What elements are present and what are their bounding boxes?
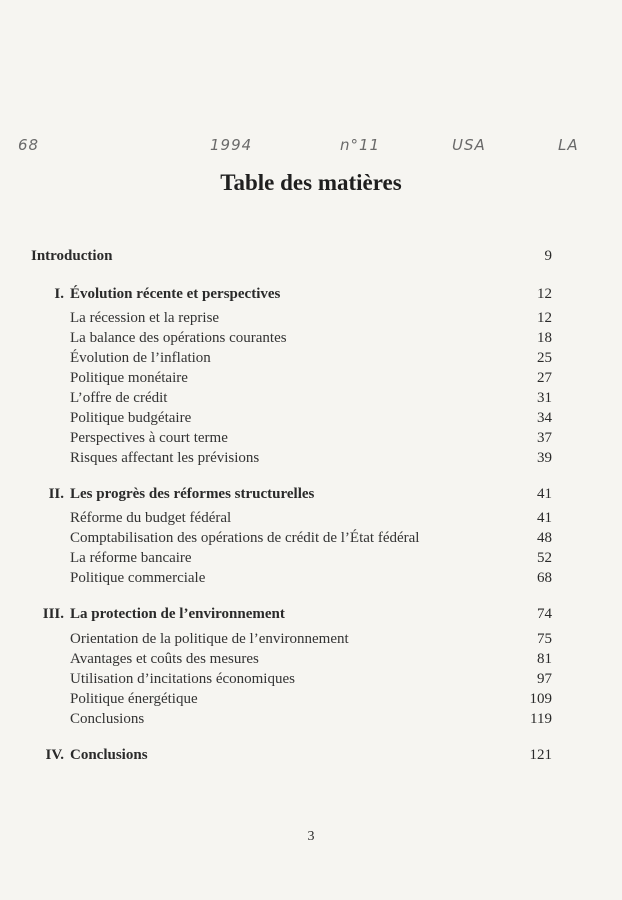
toc-entry <box>0 651 622 671</box>
toc-label: Introduction <box>31 248 113 264</box>
toc-label: Avantages et coûts des mesures <box>70 651 259 667</box>
toc-label: Comptabilisation des opérations de crédit de l’État fédéral <box>70 530 420 546</box>
toc-entry <box>0 330 622 350</box>
toc-entry <box>0 570 622 590</box>
toc-section-4 <box>0 747 622 767</box>
toc-entry <box>0 550 622 570</box>
toc-entry <box>0 631 622 651</box>
toc-label: L’offre de crédit <box>70 390 168 406</box>
toc-label: Perspectives à court terme <box>70 430 228 446</box>
toc-section-1 <box>0 286 622 306</box>
toc-entry <box>0 450 622 470</box>
toc-section-number: III. <box>42 606 64 622</box>
toc-label: La protection de l’environnement <box>70 606 285 622</box>
toc-section-number: I. <box>54 286 64 302</box>
toc-entry <box>0 691 622 711</box>
toc-page: 12 <box>537 286 552 302</box>
toc-label: Conclusions <box>70 711 145 727</box>
toc-entry <box>0 711 622 731</box>
toc-label: Utilisation d’incitations économiques <box>70 671 295 687</box>
handwritten-note-year: 1994 <box>210 136 253 154</box>
toc-entry <box>0 530 622 550</box>
toc-page: 48 <box>537 530 552 546</box>
toc-label: La réforme bancaire <box>70 550 192 566</box>
toc-label: La récession et la reprise <box>70 310 220 326</box>
toc-page: 18 <box>537 330 552 346</box>
toc-section-3 <box>0 606 622 626</box>
toc-label: Politique énergétique <box>70 691 198 707</box>
toc-label: Orientation de la politique de l’environnement <box>70 631 349 647</box>
toc-label: La balance des opérations courantes <box>70 330 287 346</box>
toc-entry <box>0 510 622 530</box>
toc-page: 74 <box>537 606 552 622</box>
toc-page: 27 <box>537 370 552 386</box>
handwritten-note-left: 68 <box>18 136 40 154</box>
toc-page: 41 <box>537 510 552 526</box>
toc-label: Évolution de l’inflation <box>70 350 211 366</box>
toc-entry-introduction <box>0 248 622 268</box>
toc-label: Conclusions <box>70 747 148 763</box>
toc-label: Réforme du budget fédéral <box>70 510 232 526</box>
toc-label: Évolution récente et perspectives <box>70 286 281 302</box>
page-title: Table des matières <box>220 170 402 195</box>
toc-page: 41 <box>537 486 552 502</box>
toc-page: 39 <box>537 450 552 466</box>
toc-page: 75 <box>537 631 552 647</box>
handwritten-note-right: LA <box>558 136 579 154</box>
toc-label: Politique budgétaire <box>70 410 192 426</box>
handwritten-note-country: USA <box>452 136 486 154</box>
toc-section-number: II. <box>48 486 64 502</box>
toc-page: 52 <box>537 550 552 566</box>
toc-entry <box>0 671 622 691</box>
toc-page: 37 <box>537 430 552 446</box>
toc-page: 25 <box>537 350 552 366</box>
toc-label: Risques affectant les prévisions <box>70 450 260 466</box>
toc-page: 121 <box>529 747 552 763</box>
toc-entry <box>0 370 622 390</box>
handwritten-note-number: n°11 <box>340 136 381 154</box>
toc-entry <box>0 390 622 410</box>
page-number: 3 <box>307 829 315 844</box>
toc-section-number: IV. <box>45 747 64 763</box>
toc-page: 68 <box>537 570 552 586</box>
toc-page: 109 <box>529 691 552 707</box>
toc-page: 119 <box>530 711 552 727</box>
toc-entry <box>0 310 622 330</box>
toc-page: 97 <box>537 671 552 687</box>
toc-page: 31 <box>537 390 552 406</box>
toc-page: 12 <box>537 310 552 326</box>
toc-page: 34 <box>537 410 552 426</box>
toc-page: 9 <box>544 248 552 264</box>
toc-entry <box>0 350 622 370</box>
toc-label: Politique monétaire <box>70 370 188 386</box>
toc-label: Les progrès des réformes structurelles <box>70 486 315 502</box>
toc-page: 81 <box>537 651 552 667</box>
toc-section-2 <box>0 486 622 506</box>
toc-entry <box>0 410 622 430</box>
toc-label: Politique commerciale <box>70 570 206 586</box>
toc-entry <box>0 430 622 450</box>
